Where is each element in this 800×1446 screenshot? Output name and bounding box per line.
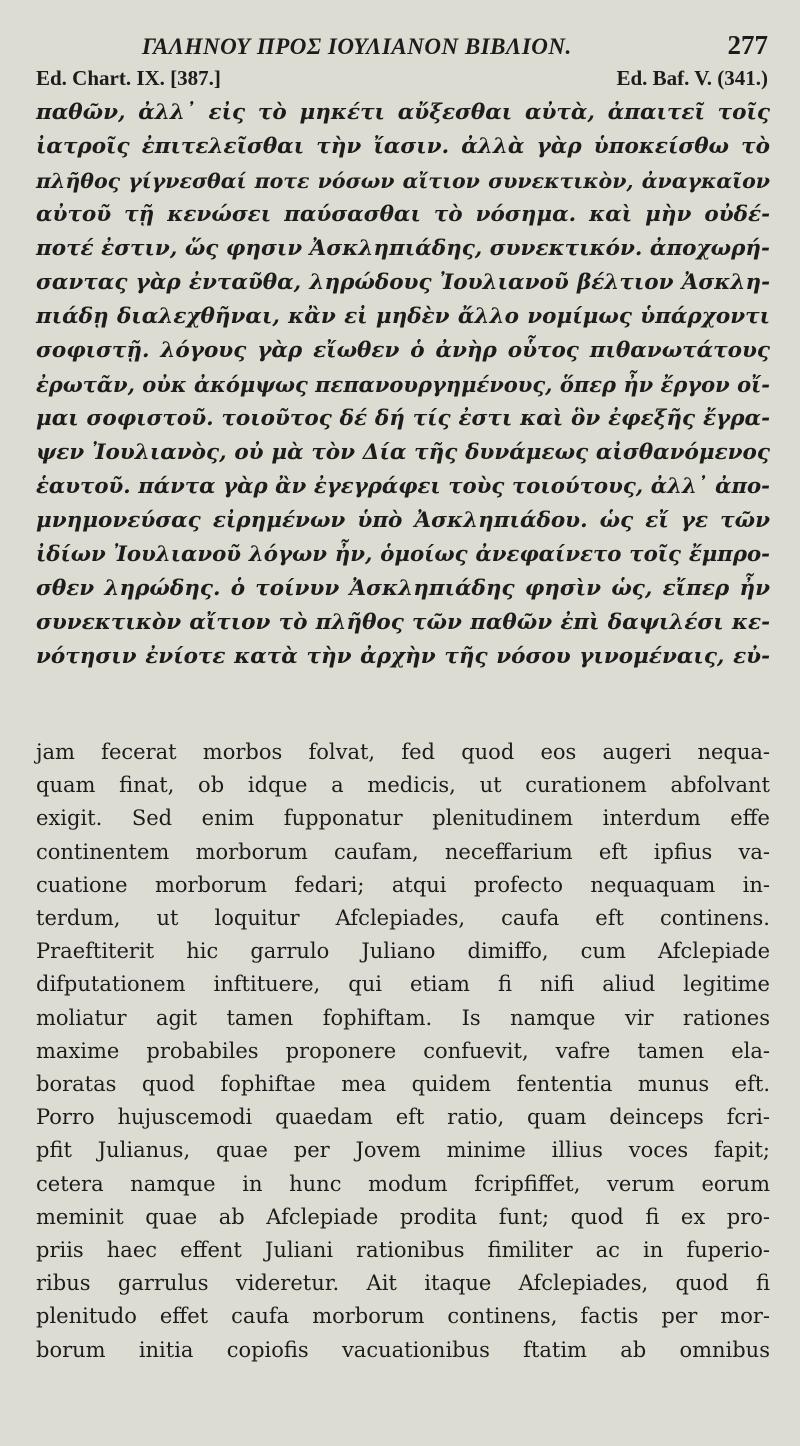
latin-line: maxime probabiles proponere confuevit, vafre tamen ela-	[36, 1038, 770, 1063]
greek-line: νότησιν ἐνίοτε κατὰ τὴν ἀρχὴν τῆς νόσου γινομέναις, εὐ-	[36, 644, 770, 669]
running-title: ΓΑΛΗΝΟΥ ΠΡΟΣ ΙΟΥΛΙΑΝΟΝ ΒΙΒΛΙΟΝ.	[142, 34, 572, 59]
latin-line: cetera namque in hunc modum fcripfiffet, verum eorum	[36, 1171, 770, 1196]
latin-line: moliatur agit tamen fophiftam. Is namque vir rationes	[36, 1005, 770, 1030]
greek-line: ἐρωτᾶν, οὐκ ἀκόμψως πεπανουργημένους, ὅπερ ἦν ἔργον οἴ-	[36, 372, 770, 397]
greek-line: πιάδῃ διαλεχθῆναι, κἂν εἰ μηδὲν ἄλλο νομίμως ὑπάρχοντι	[36, 304, 770, 329]
edition-line	[36, 66, 768, 91]
latin-line: boratas quod fophiftae mea quidem fententia munus eft.	[36, 1072, 770, 1097]
greek-line: ἰδίων Ἰουλιανοῦ λόγων ἦν, ὁμοίως ἀνεφαίνετο τοῖς ἔμπρο-	[36, 542, 770, 567]
greek-text-block	[36, 96, 770, 674]
greek-line: μαι σοφιστοῦ. τοιοῦτος δέ δή τίς ἐστι καὶ ὃν ἐφεξῆς ἔγρα-	[36, 406, 770, 431]
latin-line: difputationem inftituere, qui etiam fi nifi aliud legitime	[36, 972, 770, 997]
latin-text-block	[36, 736, 770, 1367]
greek-line: ἰατροῖς ἐπιτελεῖσθαι τὴν ἴασιν. ἀλλὰ γὰρ ὑποκείσθω τὸ	[36, 134, 770, 159]
latin-line: quam finat, ob idque a medicis, ut curationem abfolvant	[36, 773, 770, 798]
greek-line: σθεν ληρώδης. ὁ τοίνυν Ἀσκληπιάδης φησὶν ὡς, εἴπερ ἦν	[36, 576, 770, 601]
latin-line: borum initia copiofis vacuationibus ftatim ab omnibus	[36, 1337, 770, 1362]
greek-line: μνημονεύσας εἰρημένων ὑπὸ Ἀσκληπιάδου. ὡς εἴ γε τῶν	[36, 508, 770, 533]
latin-line: continentem morborum caufam, neceffarium eft ipfius va-	[36, 839, 770, 864]
latin-line: cuatione morborum fedari; atqui profecto nequaquam in-	[36, 872, 770, 897]
latin-line: plenitudo effet caufa morborum continens, factis per mor-	[36, 1304, 770, 1329]
edition-left: Ed. Chart. IX. [387.]	[36, 66, 221, 90]
running-head	[36, 30, 768, 64]
greek-line: συνεκτικὸν αἴτιον τὸ πλῆθος τῶν παθῶν ἐπὶ δαψιλέσι κε-	[36, 610, 770, 635]
latin-line: exigit. Sed enim fupponatur plenitudinem interdum effe	[36, 806, 770, 831]
latin-line: Praeftiterit hic garrulo Juliano dimiffo, cum Afclepiade	[36, 939, 770, 964]
edition-right: Ed. Baf. V. (341.)	[616, 66, 768, 90]
page-number: 277	[727, 30, 768, 60]
greek-line: ποτέ ἐστιν, ὥς φησιν Ἀσκληπιάδης, συνεκτικόν. ἀποχωρή-	[36, 236, 770, 261]
latin-line: priis haec effent Juliani rationibus fimiliter ac in fuperio-	[36, 1238, 770, 1263]
latin-line: ribus garrulus videretur. Ait itaque Afclepiades, quod fi	[36, 1271, 770, 1296]
latin-line: jam fecerat morbos folvat, fed quod eos augeri nequa-	[36, 740, 770, 764]
latin-line: terdum, ut loquitur Afclepiades, caufa eft continens.	[36, 906, 770, 931]
greek-line: πλῆθος γίγνεσθαί ποτε νόσων αἴτιον συνεκτικὸν, ἀναγκαῖον	[36, 169, 770, 193]
latin-line: Porro hujuscemodi quaedam eft ratio, quam deinceps fcri-	[36, 1105, 770, 1130]
latin-line: pfit Julianus, quae per Jovem minime illius voces fapit;	[36, 1138, 770, 1163]
latin-line: meminit quae ab Afclepiade prodita funt; quod fi ex pro-	[36, 1204, 770, 1229]
greek-line: ἑαυτοῦ. πάντα γὰρ ἂν ἐγεγράφει τοὺς τοιούτους, ἀλλ᾽ ἀπο-	[36, 474, 770, 499]
greek-line: παθῶν, ἀλλ᾽ εἰς τὸ μηκέτι αὔξεσθαι αὐτὰ, ἀπαιτεῖ τοῖς	[36, 100, 770, 125]
greek-line: σοφιστῇ. λόγους γὰρ εἴωθεν ὁ ἀνὴρ οὗτος πιθανωτάτους	[36, 338, 770, 363]
greek-line: σαντας γὰρ ἐνταῦθα, ληρώδους Ἰουλιανοῦ βέλτιον Ἀσκλη-	[36, 270, 770, 295]
greek-line: ψεν Ἰουλιανὸς, οὐ μὰ τὸν Δία τῆς δυνάμεως αἰσθανόμενος	[36, 440, 770, 465]
greek-line: αὐτοῦ τῇ κενώσει παύσασθαι τὸ νόσημα. καὶ μὴν οὐδέ-	[36, 202, 770, 227]
